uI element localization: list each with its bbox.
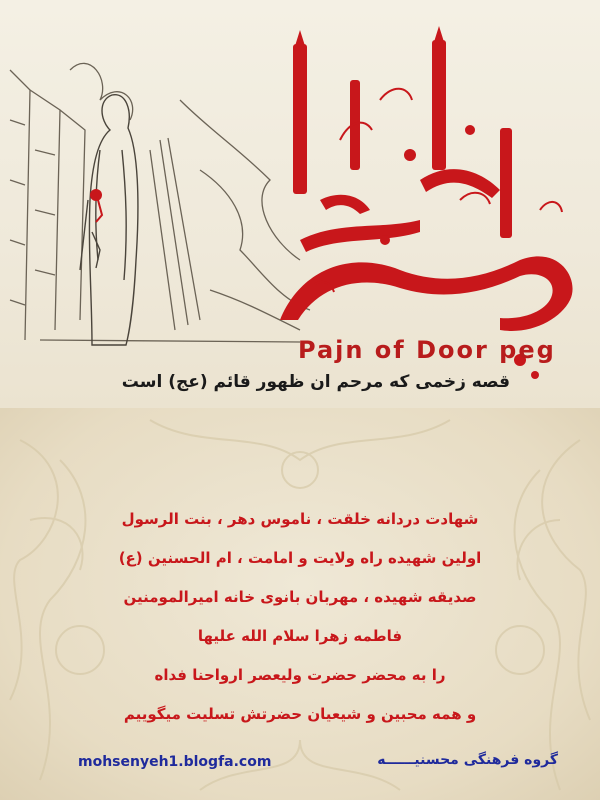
persian-subtitle: قصه زخمی که مرحم ان ظهور قائم (عج) است <box>121 372 510 392</box>
message-line-5: را به محضر حضرت ولیعصر ارواحنا فداه <box>154 666 446 684</box>
message-line-4: فاطمه زهرا سلام الله علیها <box>197 627 403 645</box>
message-line-1: شهادت دردانه خلقت ، ناموس دهر ، بنت الرسول <box>121 510 479 528</box>
red-flower-icon <box>90 189 102 201</box>
english-title: Pajn of Door peg <box>298 336 556 364</box>
message-line-2: اولین شهیده راه ولایت و امامت ، ام الحسنین (ع) <box>118 549 482 567</box>
veiled-woman-sketch <box>80 95 138 345</box>
door-sketch <box>10 63 310 342</box>
group-signature: گروه فرهنگی محسنیــــــه <box>377 752 558 768</box>
message-line-3: صدیقه شهیده ، مهربان بانوی خانه امیرالمومنین <box>123 588 477 606</box>
calligraphy-logo <box>280 26 573 379</box>
website-link[interactable]: mohsenyeh1.blogfa.com <box>78 754 272 770</box>
message-line-6: و همه محبین و شیعیان حضرتش تسلیت میگوییم <box>123 705 477 723</box>
condolence-message <box>100 500 500 734</box>
